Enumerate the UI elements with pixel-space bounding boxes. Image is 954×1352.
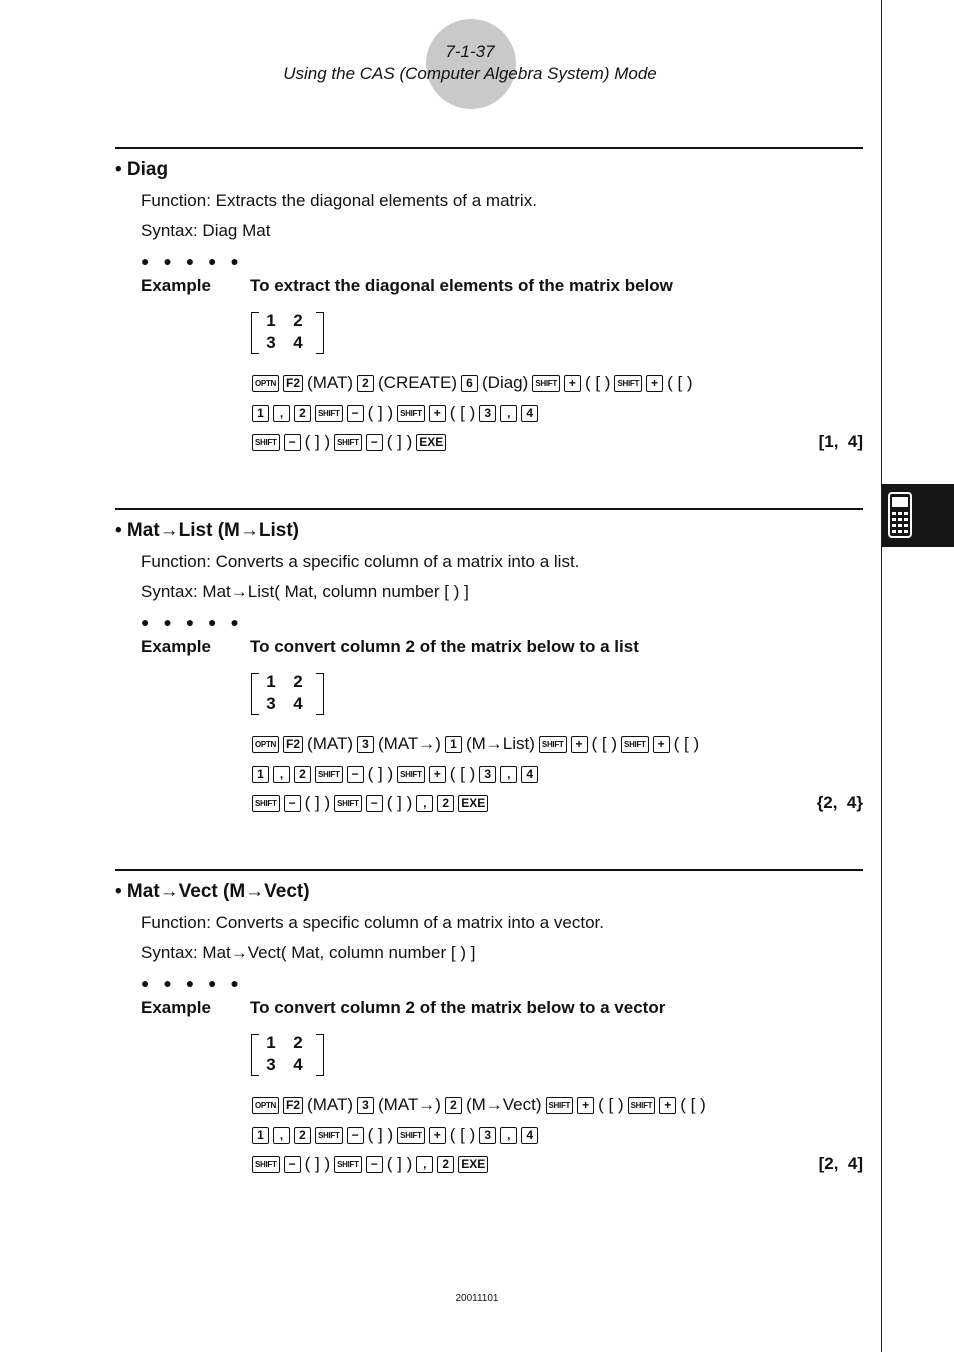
example-dots: ● ● ● ● ● xyxy=(141,614,244,630)
key-f2: F2 xyxy=(283,1097,303,1114)
key-4: 4 xyxy=(521,405,538,422)
keystroke-annotation: ( ] ) xyxy=(367,1125,394,1144)
key-2: 2 xyxy=(445,1097,462,1114)
keystroke-annotation: ( [ ) xyxy=(449,764,476,783)
minus-key: − xyxy=(284,795,301,812)
shift-key: SHIFT xyxy=(315,766,343,783)
keystroke-annotation: ( [ ) xyxy=(667,373,693,392)
minus-key: − xyxy=(284,434,301,451)
keystroke-annotation: ( ] ) xyxy=(367,764,394,783)
keystroke-annotation: ( ] ) xyxy=(304,1154,331,1173)
keystroke-annotation: ( ] ) xyxy=(304,432,331,451)
key-1: 1 xyxy=(252,766,269,783)
matrix xyxy=(251,673,324,715)
plus-key: + xyxy=(429,405,446,422)
matrix-cell: 3 xyxy=(266,1055,276,1074)
matrix-cell: 2 xyxy=(293,311,303,330)
shift-key: SHIFT xyxy=(539,736,567,753)
keystroke-annotation: ( [ ) xyxy=(584,373,611,392)
key-1: 1 xyxy=(445,736,462,753)
key-2: 2 xyxy=(437,1156,454,1173)
matrix xyxy=(251,1034,324,1076)
key-4: 4 xyxy=(521,1127,538,1144)
keystroke-annotation: (MAT) xyxy=(307,373,353,392)
shift-key: SHIFT xyxy=(252,434,280,451)
comma-key: , xyxy=(273,1127,290,1144)
comma-key: , xyxy=(500,1127,517,1144)
syntax-text: Syntax: Diag Mat xyxy=(141,221,271,240)
chapter-title: Using the CAS (Computer Algebra System) Mode xyxy=(283,64,657,83)
function-text: Function: Converts a specific column of a matrix into a list. xyxy=(141,552,580,571)
keystroke-annotation: ( ] ) xyxy=(386,432,413,451)
matrix-cell: 2 xyxy=(293,1033,303,1052)
example-label: Example xyxy=(141,276,211,295)
optn-key: OPTN xyxy=(252,1097,279,1114)
matrix-cell: 1 xyxy=(266,311,276,330)
matrix-left-bracket xyxy=(251,673,259,715)
example-result: [2, 4] xyxy=(818,1154,863,1173)
matrix-cell: 1 xyxy=(266,1033,276,1052)
keystroke-line xyxy=(252,432,450,452)
minus-key: − xyxy=(284,1156,301,1173)
keystroke-annotation: (M→List) xyxy=(465,734,535,753)
minus-key: − xyxy=(366,795,383,812)
shift-key: SHIFT xyxy=(252,795,280,812)
keystroke-annotation: (MAT→) xyxy=(378,1095,441,1114)
shift-key: SHIFT xyxy=(614,375,642,392)
function-text: Function: Converts a specific column of a matrix into a vector. xyxy=(141,913,604,932)
example-description: To convert column 2 of the matrix below to a vector xyxy=(250,998,666,1017)
key-1: 1 xyxy=(252,1127,269,1144)
example-description: To extract the diagonal elements of the matrix below xyxy=(250,276,673,295)
matrix-right-bracket xyxy=(316,673,324,715)
shift-key: SHIFT xyxy=(334,795,362,812)
shift-key: SHIFT xyxy=(397,1127,425,1144)
keystroke-annotation: ( ] ) xyxy=(367,403,394,422)
shift-key: SHIFT xyxy=(334,434,362,451)
minus-key: − xyxy=(347,1127,364,1144)
keystroke-line xyxy=(252,373,697,393)
comma-key: , xyxy=(273,766,290,783)
exe-key: EXE xyxy=(458,1156,488,1173)
key-1: 1 xyxy=(252,405,269,422)
shift-key: SHIFT xyxy=(621,736,649,753)
minus-key: − xyxy=(347,766,364,783)
keystroke-line xyxy=(252,1125,542,1145)
keystroke-line xyxy=(252,793,492,813)
page-number: 7-1-37 xyxy=(445,42,495,61)
section-title: • Mat→Vect (M→Vect) xyxy=(115,881,310,902)
example-result: [1, 4] xyxy=(818,432,863,451)
matrix-left-bracket xyxy=(251,312,259,354)
keystroke-annotation: ( ] ) xyxy=(386,793,413,812)
key-6: 6 xyxy=(461,375,478,392)
chapter-tab xyxy=(882,484,954,547)
plus-key: + xyxy=(653,736,670,753)
optn-key: OPTN xyxy=(252,375,279,392)
example-dots: ● ● ● ● ● xyxy=(141,975,244,991)
example-description: To convert column 2 of the matrix below to a list xyxy=(250,637,639,656)
keystroke-line xyxy=(252,403,542,423)
section-rule xyxy=(115,147,863,149)
keystroke-annotation: ( [ ) xyxy=(680,1095,706,1114)
matrix xyxy=(251,312,324,354)
page-edge-line xyxy=(881,0,882,1352)
matrix-cell: 3 xyxy=(266,333,276,352)
example-result: {2, 4} xyxy=(816,793,863,812)
plus-key: + xyxy=(429,766,446,783)
keystroke-annotation: ( [ ) xyxy=(449,1125,476,1144)
matrix-cell: 2 xyxy=(293,672,303,691)
keystroke-annotation: ( ] ) xyxy=(304,793,331,812)
keystroke-annotation: ( [ ) xyxy=(673,734,700,753)
shift-key: SHIFT xyxy=(315,1127,343,1144)
matrix-cell: 4 xyxy=(293,1055,303,1074)
comma-key: , xyxy=(500,766,517,783)
matrix-cell: 3 xyxy=(266,694,276,713)
shift-key: SHIFT xyxy=(532,375,560,392)
key-f2: F2 xyxy=(283,375,303,392)
matrix-left-bracket xyxy=(251,1034,259,1076)
example-label: Example xyxy=(141,998,211,1017)
keystroke-line xyxy=(252,734,703,754)
plus-key: + xyxy=(577,1097,594,1114)
key-3: 3 xyxy=(357,1097,374,1114)
plus-key: + xyxy=(564,375,581,392)
function-text: Function: Extracts the diagonal elements of a matrix. xyxy=(141,191,537,210)
keystroke-annotation: (CREATE) xyxy=(378,373,458,392)
shift-key: SHIFT xyxy=(628,1097,656,1114)
syntax-text: Syntax: Mat→List( Mat, column number [ ) ] xyxy=(141,582,469,601)
minus-key: − xyxy=(366,1156,383,1173)
plus-key: + xyxy=(429,1127,446,1144)
key-3: 3 xyxy=(479,405,496,422)
key-2: 2 xyxy=(294,766,311,783)
section-title: • Mat→List (M→List) xyxy=(115,520,299,541)
example-label: Example xyxy=(141,637,211,656)
matrix-cell: 4 xyxy=(293,694,303,713)
comma-key: , xyxy=(273,405,290,422)
keystroke-annotation: (Diag) xyxy=(482,373,529,392)
section-rule xyxy=(115,869,863,871)
keystroke-line xyxy=(252,764,542,784)
matrix-right-bracket xyxy=(316,312,324,354)
comma-key: , xyxy=(416,795,433,812)
key-2: 2 xyxy=(357,375,374,392)
shift-key: SHIFT xyxy=(315,405,343,422)
keystroke-annotation: (MAT) xyxy=(307,1095,353,1114)
matrix-cell: 4 xyxy=(293,333,303,352)
matrix-cell: 1 xyxy=(266,672,276,691)
minus-key: − xyxy=(347,405,364,422)
shift-key: SHIFT xyxy=(546,1097,574,1114)
keystroke-annotation: (M→Vect) xyxy=(465,1095,542,1114)
calculator-icon xyxy=(888,492,912,538)
minus-key: − xyxy=(366,434,383,451)
shift-key: SHIFT xyxy=(397,405,425,422)
key-4: 4 xyxy=(521,766,538,783)
key-3: 3 xyxy=(479,766,496,783)
key-3: 3 xyxy=(479,1127,496,1144)
plus-key: + xyxy=(571,736,588,753)
shift-key: SHIFT xyxy=(334,1156,362,1173)
keystroke-annotation: ( [ ) xyxy=(449,403,476,422)
plus-key: + xyxy=(659,1097,676,1114)
keystroke-annotation: ( [ ) xyxy=(598,1095,624,1114)
key-3: 3 xyxy=(357,736,374,753)
section-title: • Diag xyxy=(115,159,169,180)
section-rule xyxy=(115,508,863,510)
example-dots: ● ● ● ● ● xyxy=(141,253,244,269)
keystroke-line xyxy=(252,1095,710,1115)
shift-key: SHIFT xyxy=(252,1156,280,1173)
keystroke-annotation: (MAT→) xyxy=(378,734,441,753)
keystroke-annotation: ( ] ) xyxy=(386,1154,413,1173)
exe-key: EXE xyxy=(458,795,488,812)
syntax-text: Syntax: Mat→Vect( Mat, column number [ ) ] xyxy=(141,943,476,962)
exe-key: EXE xyxy=(416,434,446,451)
comma-key: , xyxy=(500,405,517,422)
keystroke-annotation: ( [ ) xyxy=(591,734,618,753)
optn-key: OPTN xyxy=(252,736,279,753)
comma-key: , xyxy=(416,1156,433,1173)
keystroke-line xyxy=(252,1154,492,1174)
footer-code: 20011101 xyxy=(455,1293,499,1304)
plus-key: + xyxy=(646,375,663,392)
key-2: 2 xyxy=(294,405,311,422)
matrix-right-bracket xyxy=(316,1034,324,1076)
shift-key: SHIFT xyxy=(397,766,425,783)
keystroke-annotation: (MAT) xyxy=(307,734,353,753)
key-2: 2 xyxy=(437,795,454,812)
key-2: 2 xyxy=(294,1127,311,1144)
key-f2: F2 xyxy=(283,736,303,753)
